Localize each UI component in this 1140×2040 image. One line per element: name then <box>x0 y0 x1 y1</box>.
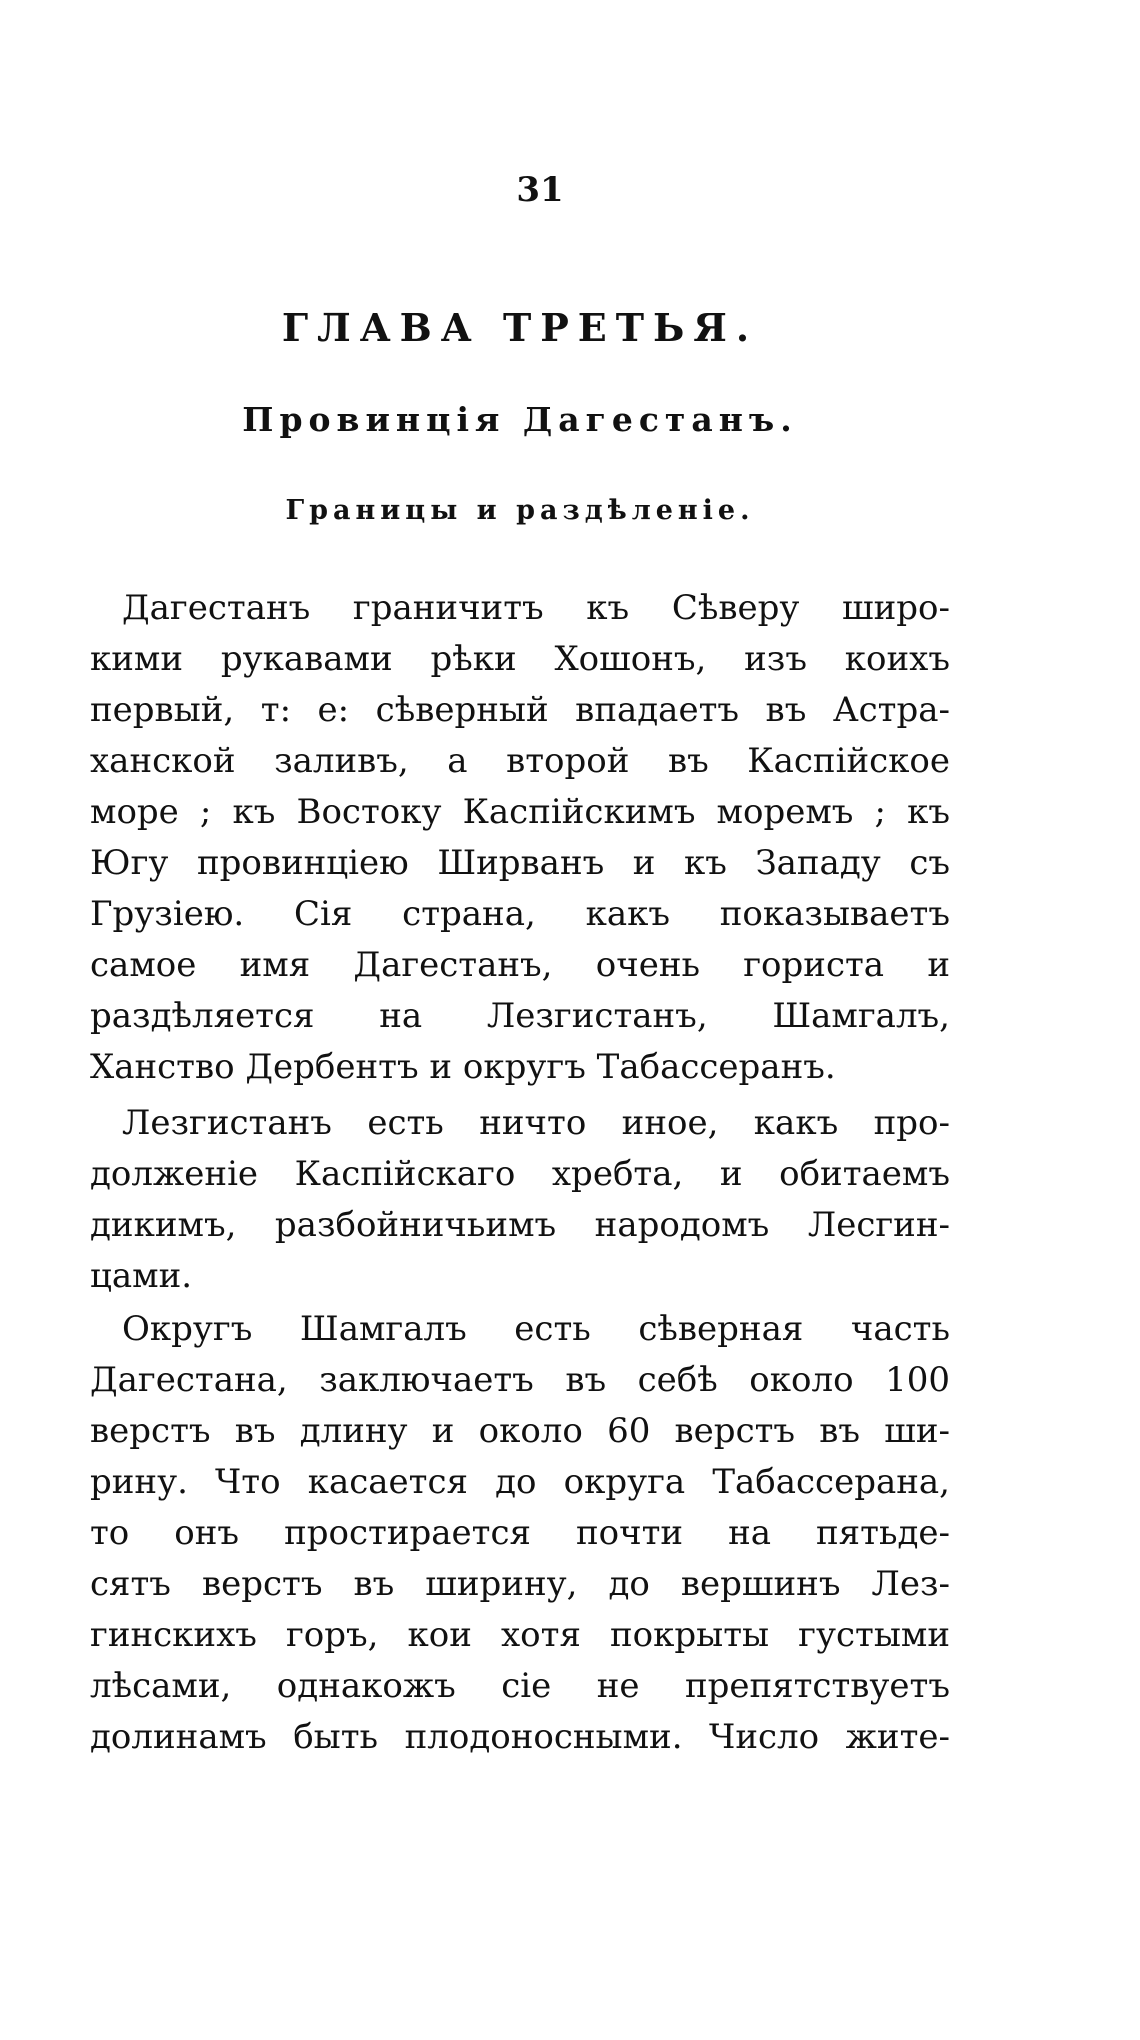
province-title: Провинція Дагестанъ. <box>242 400 798 439</box>
text-line: ханской заливъ, а второй въ Каспійское <box>90 741 950 781</box>
text-line: верстъ въ длину и около 60 верстъ въ ши- <box>90 1411 950 1451</box>
text-line: Округъ Шамгалъ есть сѣверная часть <box>122 1309 950 1349</box>
text-line: Грузіею. Сія страна, какъ показываетъ <box>90 894 950 934</box>
text-line: Югу провинціею Ширванъ и къ Западу съ <box>90 843 950 883</box>
text-line: Дагестанъ граничитъ къ Сѣверу широ- <box>122 588 950 628</box>
text-line: первый, т: е: сѣверный впадаетъ въ Астра- <box>90 690 950 730</box>
text-line: рину. Что касается до округа Табассерана, <box>90 1462 950 1502</box>
text-line: то онъ простирается почти на пятьде- <box>90 1513 950 1553</box>
text-line: Дагестана, заключаетъ въ себѣ около 100 <box>90 1360 950 1400</box>
text-line: долинамъ быть плодоносными. Число жите- <box>90 1717 950 1757</box>
text-line: гинскихъ горъ, кои хотя покрыты густыми <box>90 1615 950 1655</box>
text-line: долженіе Каспійскаго хребта, и обитаемъ <box>90 1154 950 1194</box>
section-title: Границы и раздѣленіе. <box>285 495 755 526</box>
chapter-title: ГЛАВА ТРЕТЬЯ. <box>281 305 759 350</box>
text-line: лѣсами, однакожъ сіе не препятствуетъ <box>90 1666 950 1706</box>
text-line: море ; къ Востоку Каспійскимъ моремъ ; къ <box>90 792 950 832</box>
paragraph-2 <box>90 1098 950 1302</box>
text-line: цами. <box>90 1256 193 1296</box>
page-number: 31 <box>516 170 564 210</box>
paragraph-1 <box>90 583 950 1093</box>
text-line: сятъ верстъ въ ширину, до вершинъ Лез- <box>90 1564 950 1604</box>
text-line: раздѣляется на Лезгистанъ, Шамгалъ, <box>90 996 950 1036</box>
paragraph-3 <box>90 1304 950 1763</box>
text-line: самое имя Дагестанъ, очень гориста и <box>90 945 950 985</box>
text-line: кими рукавами рѣки Хошонъ, изъ коихъ <box>90 639 950 679</box>
text-line: Ханство Дербентъ и округъ Табассеранъ. <box>90 1047 836 1087</box>
text-line: Лезгистанъ есть ничто иное, какъ про- <box>122 1103 950 1143</box>
text-line: дикимъ, разбойничьимъ народомъ Лесгин- <box>90 1205 950 1245</box>
